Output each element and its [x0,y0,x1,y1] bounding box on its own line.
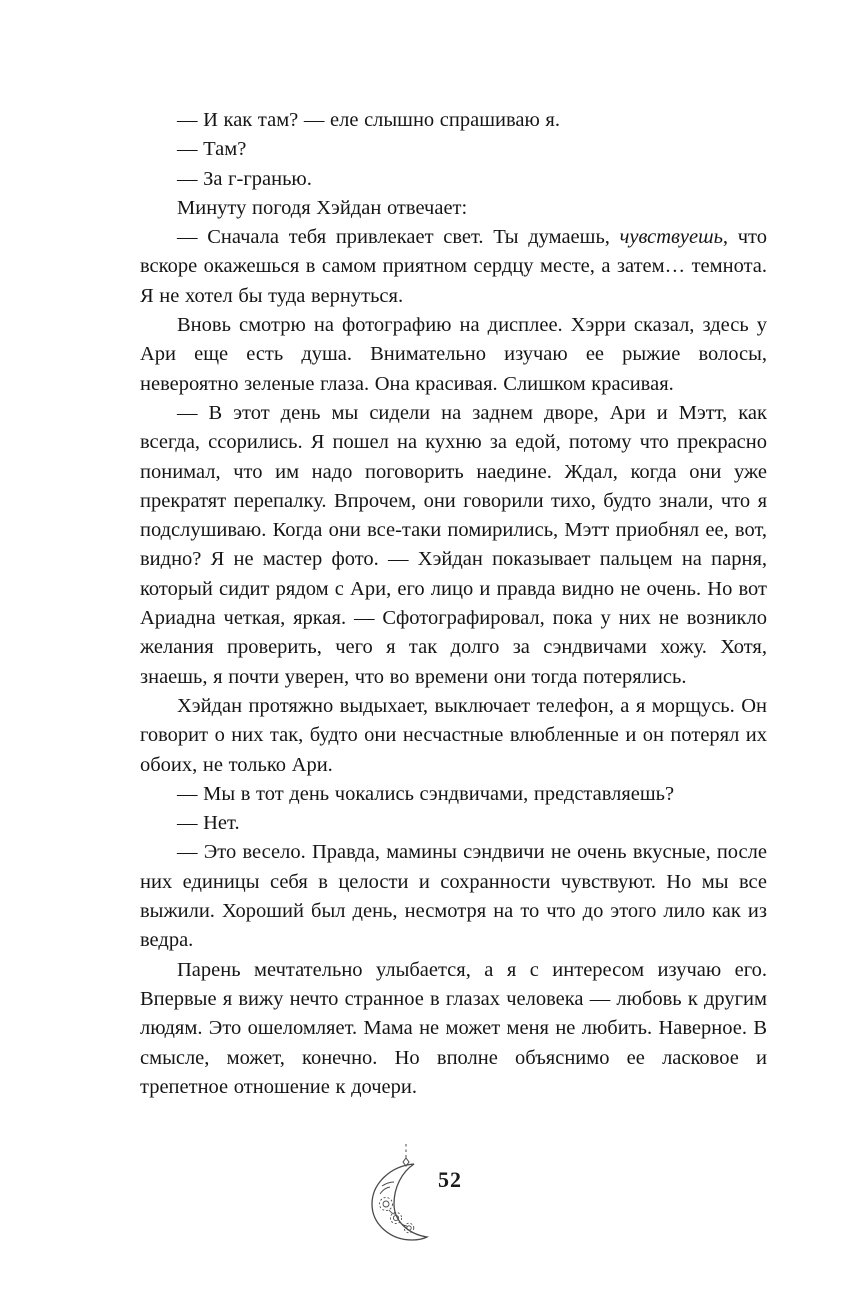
page-number: 52 [438,1167,462,1192]
paragraph-dialogue: — Это весело. Правда, мамины сэндвичи не очень вкусные, после них единицы себя в целости и сохранности чувствуют. Но мы все выжили. Хороший был день, несмотря на то что до этого лило как из ведра. [140,841,767,952]
paragraph-narration: Парень мечтательно улыбается, а я с интересом изучаю его. Впервые я вижу нечто странное в глазах человека — любовь к другим людям. Это ошеломляет. Мама не может меня не любить. Наверное. В смысле, может, конечно. Но вполне объяснимо ее ласковое и трепетное отношение к дочери. [140,958,767,1098]
dialogue-text: — Сначала тебя привлекает свет. Ты думаешь, [177,226,620,249]
paragraph-dialogue: — Нет. [177,812,240,835]
paragraph-narration: Вновь смотрю на фотографию на дисплее. Хэрри сказал, здесь у Ари еще есть душа. Внимательно изучаю ее рыжие волосы, невероятно зеленые глаза. Она красивая. Слишком красивая. [140,314,767,395]
paragraph-dialogue: — За г-гранью. [177,167,312,190]
paragraph-dialogue: — В этот день мы сидели на заднем дворе, Ари и Мэтт, как всегда, ссорились. Я пошел на кухню за едой, потому что прекрасно понимал, что им надо поговорить наедине. Ждал, когда они уже прекратят перепалку. Впрочем, они говорили тихо, будто знали, что я подслушиваю. Когда они все-таки помирились, Мэтт приобнял ее, вот, видно? Я не мастер фото. — Хэйдан показывает пальцем на парня, который сидит рядом с Ари, его лицо и правда видно не очень. Но вот Ариадна четкая, яркая. — Сфотографировал, пока у них не возникло желания проверить, чего я так долго за сэндвичами хожу. Хотя, знаешь, я почти уверен, что во времени они тогда потерялись. [140,401,767,688]
paragraph-dialogue: — Там? [177,138,247,161]
paragraph-dialogue [140,223,767,311]
paragraph-dialogue: — И как там? — еле слышно спрашиваю я. [177,109,560,131]
italic-word: чувствуешь [619,226,723,249]
paragraph-narration: Хэйдан протяжно выдыхает, выключает телефон, а я морщусь. Он говорит о них так, будто они несчастные влюбленные и он потерял их обоих, не только Ари. [140,694,767,776]
crescent-moon-with-flowers-icon [356,1142,454,1246]
paragraph-narration: Минуту погодя Хэйдан отвечает: [177,196,468,219]
text-block [140,106,767,1102]
dialogue-text: , что вскоре окажешься в самом приятном сердцу месте, а затем… темнота. Я не хотел бы туда вернуться. [140,226,767,307]
page-footer [0,1140,844,1290]
paragraph-dialogue: — Мы в тот день чокались сэндвичами, представляешь? [177,782,675,805]
